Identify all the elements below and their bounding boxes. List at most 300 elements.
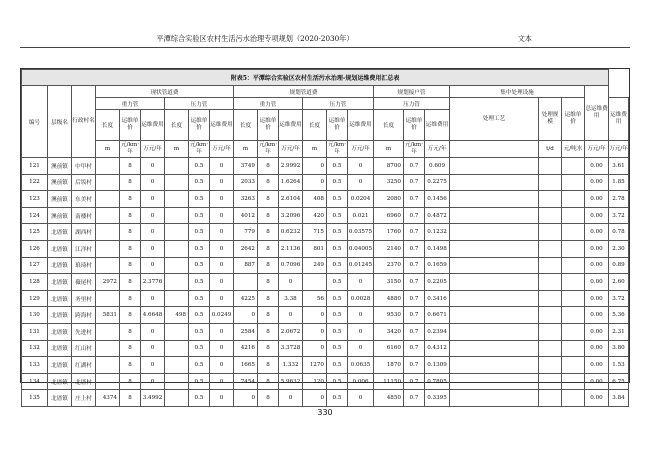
cell-ng-len: 779	[234, 224, 258, 241]
cell-np-cost: 0.01245	[348, 257, 374, 274]
cell-np-cost: 0	[348, 274, 374, 291]
col-header-cost: 运维费用	[348, 110, 374, 141]
cell-no: 132	[22, 340, 48, 357]
cell-ng-price: 8	[258, 207, 279, 224]
cell-ng-price: 8	[258, 257, 279, 274]
cell-ng-cost: 3.2096	[279, 207, 303, 224]
cell-ng-price: 8	[258, 307, 279, 324]
cell-h-price: 0.7	[404, 207, 425, 224]
table-row	[22, 274, 629, 291]
cell-eg-len: 5831	[96, 307, 120, 324]
cell-ng-cost: 2.9992	[279, 158, 303, 175]
cell-np-cost: 0	[348, 307, 374, 324]
cell-c-scale	[539, 340, 562, 357]
cell-c-proc	[450, 207, 539, 224]
cell-village: 庄上村	[72, 390, 96, 407]
cell-ep-len	[165, 290, 189, 307]
cell-np-price: 0.5	[327, 257, 348, 274]
cell-c-scale	[539, 191, 562, 208]
cell-eg-cost: 0	[141, 174, 165, 191]
cell-np-price: 0.5	[327, 307, 348, 324]
cell-np-price: 0.5	[327, 158, 348, 175]
cell-ep-price: 0.5	[189, 390, 210, 407]
unit-m: m	[96, 141, 120, 158]
cell-no: 126	[22, 240, 48, 257]
col-header-no: 编号	[22, 86, 48, 158]
cell-np-price: 0.5	[327, 340, 348, 357]
cell-ep-cost: 0	[210, 207, 234, 224]
group-header-household: 规划接户管	[374, 86, 450, 98]
cell-no: 130	[22, 307, 48, 324]
cell-town: 北厝镇	[48, 340, 72, 357]
cell-town: 澳前镇	[48, 158, 72, 175]
cell-c-price	[562, 307, 585, 324]
cell-eg-price: 8	[120, 290, 141, 307]
col-header-unit-cost: 运维单价	[120, 110, 141, 141]
cell-ep-cost: 0	[210, 390, 234, 407]
cell-ep-len	[165, 357, 189, 374]
page-number: 330	[317, 408, 333, 417]
col-header-length: 长度	[96, 110, 120, 141]
cell-eg-price: 8	[120, 257, 141, 274]
cell-h-cost: 0.1456	[425, 191, 450, 208]
cell-c-price	[562, 323, 585, 340]
unit-m: m	[165, 141, 189, 158]
cell-ng-len	[234, 274, 258, 291]
cell-h-price: 0.7	[404, 274, 425, 291]
cell-ep-price: 0.5	[189, 257, 210, 274]
document-type: 文本	[517, 34, 532, 43]
cell-c-scale	[539, 224, 562, 241]
cell-np-len: 0	[303, 323, 327, 340]
cell-ng-price: 8	[258, 373, 279, 390]
cell-np-price: 0.5	[327, 224, 348, 241]
cell-town: 北厝镇	[48, 390, 72, 407]
sub-header-pressure: 压力管	[303, 98, 374, 110]
cell-ng-len: 887	[234, 257, 258, 274]
cell-eg-len	[96, 207, 120, 224]
cell-ep-len: 498	[165, 307, 189, 324]
cell-np-cost: 0.03575	[348, 224, 374, 241]
cell-c-cost: 0.00	[585, 191, 609, 208]
cell-c-cost: 0.00	[585, 174, 609, 191]
cell-ng-cost: 2.1136	[279, 240, 303, 257]
cell-h-len: 11150	[374, 373, 404, 390]
cell-village: 后坂村	[72, 174, 96, 191]
cell-total: 0.78	[609, 224, 629, 241]
cell-total: 3.61	[609, 158, 629, 175]
cell-c-cost: 0.00	[585, 323, 609, 340]
cell-np-price: 0.5	[327, 191, 348, 208]
sub-header-gravity: 重力管	[234, 98, 303, 110]
cell-ep-price: 0.5	[189, 307, 210, 324]
cell-ng-cost: 5.9632	[279, 373, 303, 390]
cell-c-price	[562, 158, 585, 175]
cell-c-proc	[450, 390, 539, 407]
cell-np-cost: 0	[348, 158, 374, 175]
cell-h-len: 1870	[374, 357, 404, 374]
cell-h-len: 8700	[374, 158, 404, 175]
cell-ng-cost: 3.38	[279, 290, 303, 307]
document-title: 平潭综合实验区农村生活污水治理专项规划（2020-2030年）	[156, 34, 354, 43]
cell-c-proc	[450, 373, 539, 390]
cell-ng-price: 8	[258, 357, 279, 374]
cell-eg-price: 8	[120, 340, 141, 357]
cell-eg-len	[96, 340, 120, 357]
cell-c-scale	[539, 207, 562, 224]
cell-town: 北厝镇	[48, 323, 72, 340]
cell-ep-price: 0.5	[189, 274, 210, 291]
cell-ng-cost: 3.3728	[279, 340, 303, 357]
cell-ng-cost: 0.6232	[279, 224, 303, 241]
col-header-town: 层级名	[48, 86, 72, 158]
unit-price: 元/km·年	[327, 141, 348, 158]
cell-np-len: 56	[303, 290, 327, 307]
cell-ep-price: 0.5	[189, 240, 210, 257]
cell-eg-len	[96, 373, 120, 390]
cell-np-price: 0.5	[327, 240, 348, 257]
cell-ng-cost: 0.7096	[279, 257, 303, 274]
table-row	[22, 224, 629, 241]
cell-ep-len	[165, 240, 189, 257]
unit-m: m	[303, 141, 327, 158]
col-header-cost: 运维费用	[425, 110, 450, 141]
cell-no: 134	[22, 373, 48, 390]
cell-ng-price: 8	[258, 240, 279, 257]
cell-ng-len: 1665	[234, 357, 258, 374]
cell-c-proc	[450, 224, 539, 241]
cell-total: 5.36	[609, 307, 629, 324]
cell-total: 2.30	[609, 240, 629, 257]
cell-c-cost: 0.00	[585, 307, 609, 324]
maintenance-cost-table	[21, 69, 629, 407]
cell-eg-cost: 0	[141, 207, 165, 224]
cell-c-scale	[539, 274, 562, 291]
cell-village: 跨海村	[72, 307, 96, 324]
cell-c-price	[562, 207, 585, 224]
cell-c-proc	[450, 274, 539, 291]
cell-h-cost: 0.1498	[425, 240, 450, 257]
cell-h-cost: 0.2275	[425, 174, 450, 191]
cell-ng-cost: 2.0672	[279, 323, 303, 340]
cell-eg-len	[96, 357, 120, 374]
cell-h-len: 3420	[374, 323, 404, 340]
col-header-length: 长度	[303, 110, 327, 141]
cell-village: 务里村	[72, 290, 96, 307]
cell-c-proc	[450, 357, 539, 374]
cell-village: 薇尾村	[72, 274, 96, 291]
table-row	[22, 290, 629, 307]
cell-ep-cost: 0	[210, 174, 234, 191]
unit-wan: 万元/年	[425, 141, 450, 158]
cell-c-price	[562, 240, 585, 257]
cell-c-price	[562, 174, 585, 191]
unit-wan: 万元/年	[585, 141, 609, 158]
col-header-unit-cost: 运维单价	[258, 110, 279, 141]
cell-eg-cost: 0	[141, 257, 165, 274]
cell-eg-len	[96, 191, 120, 208]
cell-c-scale	[539, 240, 562, 257]
cell-np-len: 120	[303, 373, 327, 390]
col-header-length: 长度	[234, 110, 258, 141]
page-header	[20, 33, 630, 48]
sub-header-pressure: 压力管	[165, 98, 234, 110]
cell-ng-len: 3263	[234, 191, 258, 208]
cell-np-len: 801	[303, 240, 327, 257]
cell-ng-price: 8	[258, 390, 279, 407]
cell-total: 3.72	[609, 207, 629, 224]
cell-village: 北厝村	[72, 373, 96, 390]
cell-eg-len	[96, 174, 120, 191]
cell-village: 江洋村	[72, 240, 96, 257]
cell-eg-len: 2972	[96, 274, 120, 291]
table-row	[22, 373, 629, 390]
cell-eg-cost: 0	[141, 340, 165, 357]
table-row	[22, 257, 629, 274]
cell-np-price: 0.5	[327, 290, 348, 307]
cell-h-cost: 0.1232	[425, 224, 450, 241]
cell-no: 131	[22, 323, 48, 340]
cell-h-cost: 0.2394	[425, 323, 450, 340]
cell-ep-price: 0.5	[189, 174, 210, 191]
cell-c-cost: 0.00	[585, 373, 609, 390]
cell-eg-len	[96, 257, 120, 274]
cell-h-cost: 0.1659	[425, 257, 450, 274]
cell-ep-cost: 0	[210, 340, 234, 357]
cell-eg-price: 8	[120, 307, 141, 324]
cell-eg-cost: 0	[141, 290, 165, 307]
cell-ep-cost: 0	[210, 290, 234, 307]
cell-eg-len: 4374	[96, 390, 120, 407]
cell-np-len: 0	[303, 174, 327, 191]
cell-c-cost: 0.00	[585, 274, 609, 291]
cell-c-cost: 0.00	[585, 257, 609, 274]
col-header-unit-cost: 运维单价	[562, 98, 585, 141]
cell-ep-price: 0.5	[189, 158, 210, 175]
cell-ep-price: 0.5	[189, 357, 210, 374]
cell-no: 124	[22, 207, 48, 224]
cell-town: 北厝镇	[48, 357, 72, 374]
cell-c-proc	[450, 290, 539, 307]
cell-c-proc	[450, 191, 539, 208]
cell-h-price: 0.7	[404, 224, 425, 241]
cell-np-price: 0.5	[327, 357, 348, 374]
cell-h-price: 0.7	[404, 340, 425, 357]
cell-eg-price: 8	[120, 207, 141, 224]
cell-ep-cost: 0	[210, 357, 234, 374]
cell-total: 1.85	[609, 174, 629, 191]
cell-np-len: 408	[303, 191, 327, 208]
cell-ep-len	[165, 158, 189, 175]
cell-eg-price: 8	[120, 174, 141, 191]
cell-ng-len: 2642	[234, 240, 258, 257]
cell-np-cost: 0.0028	[348, 290, 374, 307]
cell-c-price	[562, 373, 585, 390]
cell-ng-price: 8	[258, 224, 279, 241]
cell-h-cost: 0.4872	[425, 207, 450, 224]
col-header-total: 总运维费用	[585, 86, 609, 141]
cell-ng-price: 8	[258, 290, 279, 307]
cell-ng-len: 4225	[234, 290, 258, 307]
cell-np-price: 0.5	[327, 373, 348, 390]
cell-h-len: 2080	[374, 191, 404, 208]
cell-eg-price: 8	[120, 240, 141, 257]
cell-c-proc	[450, 257, 539, 274]
unit-ton: 元/吨水	[562, 141, 585, 158]
cell-h-len: 3250	[374, 174, 404, 191]
cell-village: 南楼村	[72, 207, 96, 224]
cell-eg-cost: 2.3776	[141, 274, 165, 291]
cell-c-cost: 0.00	[585, 207, 609, 224]
cell-eg-cost: 3.4992	[141, 390, 165, 407]
cell-h-len: 1760	[374, 224, 404, 241]
cell-ep-len	[165, 207, 189, 224]
cell-h-len: 3150	[374, 274, 404, 291]
cell-np-cost: 0	[348, 390, 374, 407]
table-row	[22, 174, 629, 191]
cell-ep-len	[165, 323, 189, 340]
cell-eg-cost: 0	[141, 357, 165, 374]
cell-ng-len: 0	[234, 307, 258, 324]
table-row	[22, 307, 629, 324]
cell-ng-len: 7454	[234, 373, 258, 390]
cell-h-price: 0.7	[404, 307, 425, 324]
unit-price: 元/km·年	[189, 141, 210, 158]
cell-np-len: 1270	[303, 357, 327, 374]
unit-wan: 万元/年	[141, 141, 165, 158]
cell-c-cost: 0.00	[585, 158, 609, 175]
cell-h-cost: 0.609	[425, 158, 450, 175]
cell-eg-len	[96, 323, 120, 340]
cell-c-price	[562, 290, 585, 307]
cell-town: 北厝镇	[48, 274, 72, 291]
cell-h-cost: 0.3395	[425, 390, 450, 407]
cell-total: 6.75	[609, 373, 629, 390]
cell-eg-len	[96, 158, 120, 175]
cell-h-price: 0.7	[404, 323, 425, 340]
cell-no: 123	[22, 191, 48, 208]
cell-np-len: 0	[303, 307, 327, 324]
cell-town: 澳前镇	[48, 174, 72, 191]
cell-c-price	[562, 257, 585, 274]
cell-h-price: 0.7	[404, 290, 425, 307]
cell-ep-cost: 0.0249	[210, 307, 234, 324]
cell-c-scale	[539, 357, 562, 374]
cell-ng-price: 8	[258, 340, 279, 357]
cell-eg-cost: 0	[141, 373, 165, 390]
cell-town: 澳前镇	[48, 191, 72, 208]
cell-eg-len	[96, 290, 120, 307]
cell-eg-price: 8	[120, 224, 141, 241]
cell-no: 128	[22, 274, 48, 291]
cell-ng-len: 4216	[234, 340, 258, 357]
cell-np-price: 0.5	[327, 207, 348, 224]
cell-village: 红山村	[72, 340, 96, 357]
cell-eg-price: 8	[120, 191, 141, 208]
cell-no: 129	[22, 290, 48, 307]
col-header-cost: 运维费用	[279, 110, 303, 141]
unit-m: m	[374, 141, 404, 158]
cell-h-len: 2370	[374, 257, 404, 274]
cell-ng-len: 0	[234, 390, 258, 407]
cell-no: 122	[22, 174, 48, 191]
cell-ep-price: 0.5	[189, 224, 210, 241]
cell-np-len: 0	[303, 158, 327, 175]
col-header-process: 处理工艺	[450, 98, 539, 141]
cell-ng-price: 8	[258, 323, 279, 340]
cell-ng-price: 8	[258, 174, 279, 191]
col-header-village: 行政村名	[72, 86, 96, 158]
cell-eg-cost: 0	[141, 224, 165, 241]
cell-town: 北厝镇	[48, 373, 72, 390]
cell-np-cost: 0.021	[348, 207, 374, 224]
col-header-cost: 运维费用	[210, 110, 234, 141]
unit-wan: 万元/年	[609, 141, 629, 158]
cell-ng-price: 8	[258, 274, 279, 291]
cell-eg-cost: 0	[141, 240, 165, 257]
cell-h-price: 0.7	[404, 174, 425, 191]
cell-c-cost: 0.00	[585, 224, 609, 241]
col-header-length: 长度	[374, 110, 404, 141]
cell-h-price: 0.7	[404, 191, 425, 208]
col-header-cost: 运维费用	[609, 98, 629, 141]
unit-wan: 万元/年	[348, 141, 374, 158]
cell-h-len: 6960	[374, 207, 404, 224]
cell-h-cost: 0.6671	[425, 307, 450, 324]
cell-no: 121	[22, 158, 48, 175]
cell-np-cost: 0	[348, 174, 374, 191]
cell-ep-len	[165, 340, 189, 357]
cell-no: 133	[22, 357, 48, 374]
cell-c-price	[562, 357, 585, 374]
cell-ep-cost: 0	[210, 240, 234, 257]
col-header-length: 长度	[165, 110, 189, 141]
cell-total: 2.31	[609, 323, 629, 340]
cell-h-len: 9530	[374, 307, 404, 324]
cell-ng-len: 2584	[234, 323, 258, 340]
cell-ep-len	[165, 274, 189, 291]
unit-price: 元/km·年	[404, 141, 425, 158]
cell-ng-price: 8	[258, 191, 279, 208]
cell-ep-len	[165, 373, 189, 390]
cell-eg-price: 8	[120, 390, 141, 407]
cell-c-cost: 0.00	[585, 357, 609, 374]
cell-total: 2.60	[609, 274, 629, 291]
cell-eg-price: 8	[120, 274, 141, 291]
cell-h-len: 4850	[374, 390, 404, 407]
cell-np-cost: 0.006	[348, 373, 374, 390]
cell-ep-cost: 0	[210, 224, 234, 241]
cell-ep-cost: 0	[210, 158, 234, 175]
cell-eg-cost: 0	[141, 158, 165, 175]
cell-village: 琅琦村	[72, 257, 96, 274]
cell-h-cost: 0.3416	[425, 290, 450, 307]
cell-town: 北厝镇	[48, 290, 72, 307]
cell-ep-len	[165, 257, 189, 274]
cell-eg-cost: 4.6648	[141, 307, 165, 324]
cell-ep-price: 0.5	[189, 191, 210, 208]
cell-c-proc	[450, 307, 539, 324]
cell-ep-price: 0.5	[189, 340, 210, 357]
cell-c-cost: 0.00	[585, 340, 609, 357]
unit-price: 元/km·年	[120, 141, 141, 158]
cell-ep-cost: 0	[210, 191, 234, 208]
table-row	[22, 357, 629, 374]
cell-c-price	[562, 390, 585, 407]
cell-h-cost: 0.7805	[425, 373, 450, 390]
cell-h-cost: 0.4312	[425, 340, 450, 357]
cell-eg-len	[96, 224, 120, 241]
